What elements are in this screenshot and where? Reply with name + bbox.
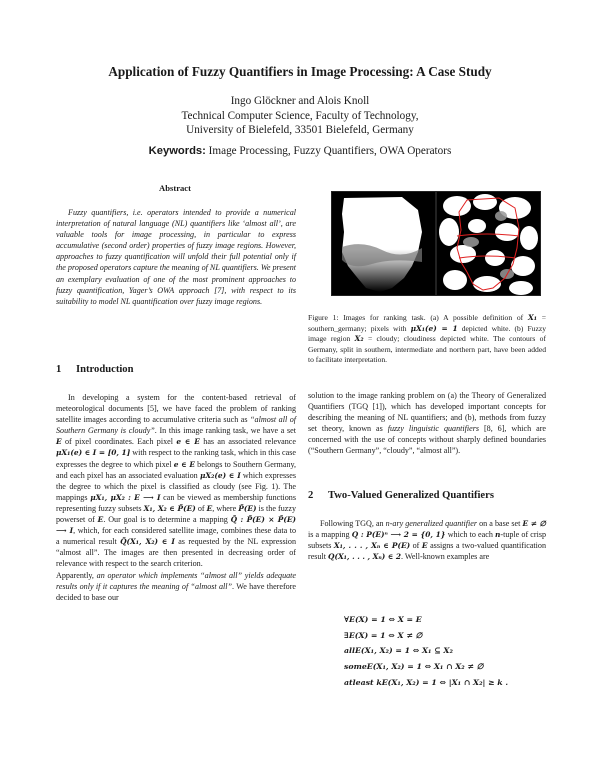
paper-title: Application of Fuzzy Quantifiers in Image Processing: A Case Study xyxy=(108,64,492,79)
figure-1b-image xyxy=(436,191,541,296)
section-2-heading: 2 Two-Valued Generalized Quantifiers xyxy=(308,490,494,501)
equation-forall: ∀E(X) = 1 ⇔ X = E xyxy=(344,615,422,624)
section-1-paragraph-1: In developing a system for the content-based retrieval of meteorological documents [5], we have faced the problem of ranking satellite images according to accumulative criteria such as “almost all of Southern Germany is cloudy”. In this image ranking task, we have a set E of pixel coordinates. Each pixel e ∈ E has an associated relevance μX₁(e) ∈ I = [0, 1] with respect to the ranking task, which in this case expresses the degree to which pixel e ∈ E belongs to Southern Germany, and each pixel has an associated evaluation μX₂(e) ∈ I which expresses the degree to which the pixel is classified as cloudy (see Fig. 1). The mappings μX₁, μX₂ : E ⟶ I can be viewed as membership functions representing fuzzy subsets X₁, X₂ ∈ P̃(E) of E, where P̃(E) is the fuzzy powerset of E. Our goal is to determine a mapping Q̃ : P̃(E) × P̃(E) ⟶ I, which, for each considered satellite image, combines these data to a numerical result Q̃(X₁, X₂) ∈ I as requested by the NL expression “almost all”. The images are then presented in decreasing order of relevance with respect to the search criterion. xyxy=(56,393,297,569)
keywords xyxy=(0,145,600,157)
figure-1-caption: Figure 1: Images for ranking task. (a) A possible definition of X₁ = southern_germany; pixels with μX₁(e) = 1 depicted white. (b) Fuzzy image region X₂ = cloudy; cloudiness depicted white. The contours of Germany, split in southern, intermediate and northern part, have been added to facilitate interpretation. xyxy=(308,313,546,365)
abstract-heading: Abstract xyxy=(159,183,191,193)
section-2-body: Following TGQ, an n-ary generalized quantifier on a base set E ≠ ∅ is a mapping Q : P(E)ⁿ ⟶ 2 = {0, 1} which to each n-tuple of crisp subsets X₁, . . . , Xₙ ∈ P(E) of E assigns a two-valued quantification result Q(X₁, . . . , Xₙ) ∈ 2. Well-known examples are xyxy=(308,519,547,562)
right-column-paragraph: solution to the image ranking problem on (a) the Theory of Generalized Quantifiers (TGQ [1]), which has developed important concepts for describing the meaning of NL quantifiers; and (b), methods from fuzzy set theory, known as fuzzy linguistic quantifiers [8, 6], which are concerned with the use of concepts without sharply defined boundaries (“Southern Germany”, “cloudy”, “almost all”). xyxy=(308,391,546,456)
section-1-heading: 1 Introduction xyxy=(56,364,134,375)
quantifier-equations xyxy=(344,612,508,691)
equation-exists: ∃E(X) = 1 ⇔ X ≠ ∅ xyxy=(344,630,423,640)
affiliation-line-2: University of Bielefeld, 33501 Bielefeld, Germany xyxy=(186,124,414,136)
figure-1a-image xyxy=(331,191,436,296)
equation-some: someE(X₁, X₂) = 1 ⇔ X₁ ∩ X₂ ≠ ∅ xyxy=(344,662,484,672)
section-1-paragraph-2: Apparently, an operator which implements “almost all” yields adequate results only if it captures the meaning of “almost all”. We have therefore decided to base our xyxy=(56,570,296,602)
equation-atleast: atleast kE(X₁, X₂) = 1 ⇔ |X₁ ∩ X₂| ≥ k . xyxy=(344,677,509,687)
section-1-body xyxy=(56,392,296,603)
equation-all: allE(X₁, X₂) = 1 ⇔ X₁ ⊆ X₂ xyxy=(344,646,453,656)
author-block xyxy=(0,94,600,138)
abstract-text: Fuzzy quantifiers, i.e. operators intended to provide a numerical interpretation of natural language (NL) quantifiers like ‘almost all’, are valuable tools for image processing, in particular to express accumulative (second order) properties of fuzzy image regions. However, approaches to fuzzy quantification will unfold their full potential only if the proposed operators capture the meaning of NL quantifiers. We present an exemplary evaluation of one of the most prominent approaches to fuzzy quantification, Yager’s OWA approach [7], with respect to its suitability to model NL quantification over fuzzy image regions. xyxy=(56,208,296,306)
affiliation-line-1: Technical Computer Science, Faculty of Technology, xyxy=(181,109,419,122)
keywords-text: Image Processing, Fuzzy Quantifiers, OWA Operators xyxy=(208,145,452,157)
keywords-label: Keywords: xyxy=(148,145,206,157)
authors: Ingo Glöckner and Alois Knoll xyxy=(230,95,370,107)
